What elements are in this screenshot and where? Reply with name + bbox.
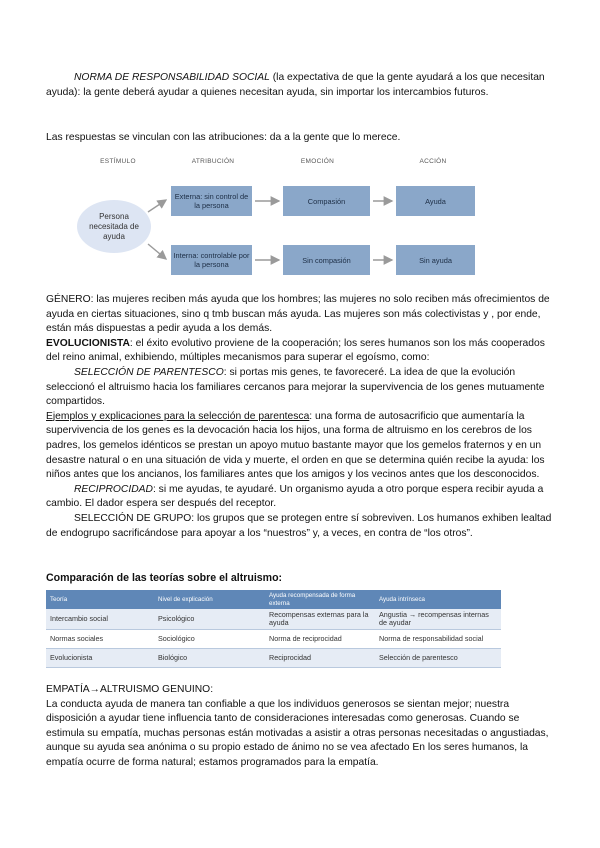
norma-title: NORMA DE RESPONSABILIDAD SOCIAL bbox=[74, 72, 270, 83]
empatia-section bbox=[46, 683, 558, 771]
cell-nivel: Sociológico bbox=[154, 630, 265, 649]
comparison-table bbox=[46, 590, 501, 668]
reciprocidad-text: : si me ayudas, te ayudaré. Un organismo ayuda a otro porque espera recibir ayuda a cambio. El dador espera ser después del receptor. bbox=[46, 483, 544, 510]
cell-intrinseca: Norma de responsabilidad social bbox=[375, 630, 501, 649]
header-nivel: Nivel de explicación bbox=[154, 590, 265, 609]
emotion-compasion-box bbox=[283, 186, 370, 216]
cell-intrinseca: Angustia → recompensas internas de ayudar bbox=[375, 609, 501, 630]
table-row bbox=[46, 649, 501, 668]
ejemplos-text: : una forma de autosacrificio que aumentaría la supervivencia de los genes es la devocación hacia los hijos, una forma de altruismo en los cerebros de los padres, los gemelos idénticos se prestan un apoyo mutuo bastante mayor que los gemelos fraternos y en un desastre natural o en una situación de vida y muerte, el orden en que se determina quién recibe la ayuda: los niños antes que los ancianos, los familiares antes que los amigos y los vecinos antes que los desconocidos. bbox=[46, 410, 545, 481]
attribution-internal-label: Interna: controlable por la persona bbox=[173, 251, 250, 269]
header-estimulo: ESTÍMULO bbox=[100, 158, 136, 165]
seleccion-text: : si portas mis genes, te favoreceré. La idea de que la evolución seleccionó el altruismo hacia los familiares cercanos para mejorar la supervivencia de los genes mutuamente compartidos. bbox=[46, 366, 545, 408]
genero-text: : las mujeres reciben más ayuda que los hombres; las mujeres no solo reciben más ofrecimientos de ayuda en ciertas situaciones, sino q tmb buscan más ayuda. Las mujeres son más colectivistas y , por ende, están más dispuestas a pedir ayuda a los demás. bbox=[46, 294, 550, 335]
evolucionista-label: EVOLUCIONISTA bbox=[46, 337, 130, 349]
emotion-compasion-label: Compasión bbox=[307, 196, 346, 206]
cell-intrinseca: Selección de parentesco bbox=[375, 649, 501, 668]
action-sinayuda-label: Sin ayuda bbox=[419, 255, 452, 265]
seleccion-paragraph bbox=[46, 366, 558, 410]
empatia-text: La conducta ayuda de manera tan confiable a que los individuos generosos se sientan mejor; nuestra disposición a ayudar tiene influencia tanto de consideraciones interesadas como generosas. Cuando se estimula su empatía, muchas personas están motivadas a asistir a otras personas necesitadas o angustiadas, aunque su ayuda sea anónima o su propio estado de ánimo no se vea afectado En los seres humanos, la empatía ocurre de forma natural; estamos programados para la empatía. bbox=[46, 698, 549, 768]
action-ayuda-box bbox=[396, 186, 475, 216]
header-emocion: EMOCIÓN bbox=[300, 158, 335, 165]
action-ayuda-label: Ayuda bbox=[425, 196, 446, 206]
ejemplos-paragraph bbox=[46, 410, 558, 483]
cell-teoria: Evolucionista bbox=[46, 649, 154, 668]
cell-externa: Norma de reciprocidad bbox=[265, 630, 375, 649]
cell-nivel: Biológico bbox=[154, 649, 265, 668]
cell-externa: Recompensas externas para la ayuda bbox=[265, 609, 375, 630]
cell-teoria: Normas sociales bbox=[46, 630, 154, 649]
cell-nivel: Psicológico bbox=[154, 609, 265, 630]
header-accion: ACCIÓN bbox=[419, 158, 447, 165]
attribution-external-box bbox=[171, 186, 252, 216]
reciprocidad-label: RECIPROCIDAD bbox=[74, 483, 153, 495]
theories-section bbox=[46, 293, 558, 541]
header-externa: Ayuda recompensada de forma externa bbox=[265, 590, 375, 609]
arrow-stimulus-external bbox=[148, 200, 166, 212]
table-row bbox=[46, 630, 501, 649]
header-teoria: Teoría bbox=[46, 590, 154, 609]
evolucionista-text: : el éxito evolutivo proviene de la cooperación; los seres humanos son los más cooperados del reino animal, exhibiendo, múltiples mecanismos para superar el egoísmo, como: bbox=[46, 337, 545, 364]
respuestas-paragraph: Las respuestas se vinculan con las atribuciones: da a la gente que lo merece. bbox=[46, 132, 401, 143]
emotion-sincompasion-box bbox=[283, 245, 370, 275]
evolucionista-paragraph bbox=[46, 337, 558, 366]
attribution-internal-box bbox=[171, 245, 252, 275]
comparacion-title: Comparación de las teorías sobre el altruismo: bbox=[46, 572, 283, 584]
attribution-external-label: Externa: sin control de la persona bbox=[174, 192, 249, 210]
reciprocidad-paragraph bbox=[46, 483, 558, 512]
emotion-sincompasion-label: Sin compasión bbox=[302, 255, 351, 265]
cell-teoria: Intercambio social bbox=[46, 609, 154, 630]
header-intrinseca: Ayuda intrínseca bbox=[375, 590, 501, 609]
seleccion-label: SELECCIÓN DE PARENTESCO bbox=[74, 366, 224, 378]
stimulus-label: Persona necesitada de ayuda bbox=[89, 211, 139, 241]
genero-label: GÉNERO bbox=[46, 294, 91, 305]
table-header-row bbox=[46, 590, 501, 609]
norma-text: (la expectativa de que la gente ayudará a los que necesitan ayuda): la gente deberá ayudar a quienes necesitan ayuda, sin importar los intercambios futuros. bbox=[46, 72, 545, 98]
cell-externa: Reciprocidad bbox=[265, 649, 375, 668]
ejemplos-label: Ejemplos y explicaciones para la selección de parentesca bbox=[46, 410, 310, 422]
arrow-stimulus-internal bbox=[148, 244, 166, 259]
empatia-title: EMPATÍA→ALTRUISMO GENUINO: bbox=[46, 684, 214, 695]
stimulus-ellipse bbox=[77, 200, 151, 253]
action-sinayuda-box bbox=[396, 245, 475, 275]
header-atribucion: ATRIBUCIÓN bbox=[191, 158, 235, 165]
genero-paragraph bbox=[46, 293, 558, 337]
table-row bbox=[46, 609, 501, 630]
grupo-paragraph: SELECCIÓN DE GRUPO: los grupos que se protegen entre sí sobreviven. Los humanos exhiben lealtad de endogrupo sacrificándose para apoyar a los “nuestros” y, a veces, en contra de “los otros”. bbox=[46, 512, 552, 539]
